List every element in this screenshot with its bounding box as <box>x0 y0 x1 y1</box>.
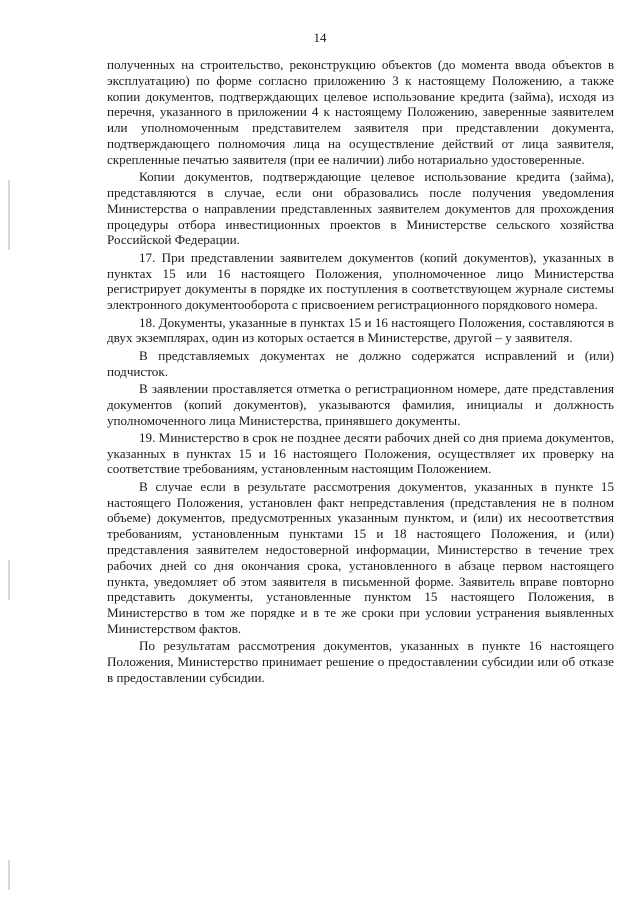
paragraph: По результатам рассмотрения документов, указанных в пункте 16 настоящего Положения, Министерство принимает решение о предоставлении субсидии или об отказе в предоставлении субсидии. <box>107 638 614 686</box>
paragraph: 17. При представлении заявителем документов (копий документов), указанных в пунктах 15 или 16 настоящего Положения, уполномоченное лицо Министерства регистрирует документы в порядке их поступления в соответствующем журнале системы электронного документооборота с присвоением регистрационного порядкового номера. <box>107 249 614 313</box>
paragraph: Копии документов, подтверждающие целевое использование кредита (займа), представляются в случае, если они образовались после получения уведомления Министерства о направлении представленных заявителем документов для прохождения процедуры отбора инвестиционных проектов в Министерстве сельского хозяйства Российской Федерации. <box>107 169 614 248</box>
paragraph: 18. Документы, указанные в пунктах 15 и 16 настоящего Положения, составляются в двух экземплярах, один из которых остается в Министерстве, другой – у заявителя. <box>107 314 614 346</box>
scan-edge-mark <box>8 180 10 250</box>
paragraph: В представляемых документах не должно содержатся исправлений и (или) подчисток. <box>107 347 614 379</box>
scan-edge-mark <box>8 560 10 600</box>
paragraph: 19. Министерство в срок не позднее десяти рабочих дней со дня приема документов, указанных в пунктах 15 и 16 настоящего Положения, осуществляет их проверку на соответствие требованиям, установленным настоящим Положением. <box>107 429 614 477</box>
scan-edge-mark <box>8 860 10 890</box>
document-body <box>107 57 614 687</box>
paragraph: В случае если в результате рассмотрения документов, указанных в пункте 15 настоящего Положения, установлен факт непредставления (представления не в полном объеме) документов, предусмотренных указанным пунктом, и (или) их несоответствия требованиям, установленным пунктами 15 и 18 настоящего Положения, и (или) представления заявителем недостоверной информации, Министерство в течение трех рабочих дней со дня окончания срока, установленного в абзаце первом настоящего пункта, уведомляет об этом заявителя в письменной форме. Заявитель вправе повторно представить документы, установленные пунктом 15 настоящего Положения, в Министерство в том же порядке и в те же сроки при условии устранения выявленных Министерством фактов. <box>107 478 614 637</box>
page-number: 14 <box>313 30 327 45</box>
paragraph: полученных на строительство, реконструкцию объектов (до момента ввода объектов в эксплуатацию) по форме согласно приложению 3 к настоящему Положению, а также копии документов, подтверждающих целевое использование кредита (займа), исходя из перечня, указанного в приложении 4 к настоящему Положению, заверенные заявителем или уполномоченным представителем заявителя при представлении документа, подтверждающего полномочия лица на осуществление действий от лица заявителя, скрепленные печатью заявителя (при ее наличии) либо нотариально удостоверенные. <box>107 57 614 167</box>
paragraph: В заявлении проставляется отметка о регистрационном номере, дате представления документов (копий документов), указываются фамилия, инициалы и должность уполномоченного лица Министерства, принявшего документы. <box>107 380 614 428</box>
